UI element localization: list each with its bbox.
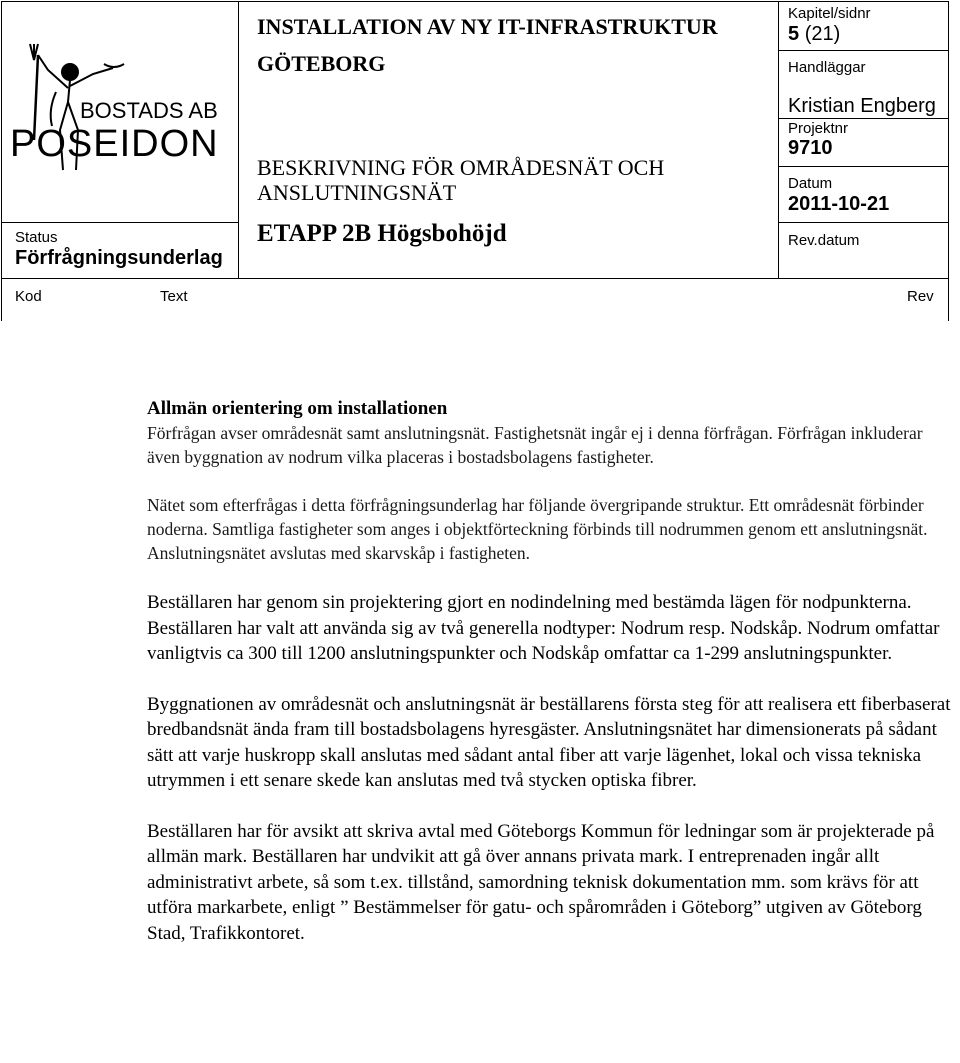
title-description: BESKRIVNING FÖR OMRÅDESNÄT OCH ANSLUTNINGSNÄT: [257, 155, 665, 205]
column-left-border: [1, 278, 2, 321]
document-body: [147, 397, 955, 946]
page-number: 5: [788, 23, 800, 45]
project-value: 9710: [788, 137, 833, 159]
logo-company-line1: BOSTADS AB: [80, 98, 218, 123]
column-text-label: Text: [160, 288, 188, 305]
revdate-label: Rev.datum: [788, 232, 860, 249]
handler-value: Kristian Engberg: [788, 95, 936, 117]
date-label: Datum: [788, 175, 833, 192]
title-line2: GÖTEBORG: [257, 51, 386, 76]
date-value: 2011-10-21: [788, 193, 890, 215]
status-value: Förfrågningsunderlag: [15, 247, 223, 269]
divider-logo-title: [238, 1, 239, 279]
chapter-label: Kapitel/sidnr: [788, 5, 871, 22]
header-top-border: [1, 1, 949, 2]
page-indicator: [788, 23, 840, 46]
status-label: Status: [15, 229, 58, 246]
header-right-border: [948, 1, 949, 279]
project-label: Projektnr: [788, 120, 849, 137]
column-right-border: [948, 278, 949, 321]
paragraph-1: Förfrågan avser områdesnät samt anslutningsnät. Fastighetsnät ingår ej i denna förfrågan. Förfrågan inkluderar även byggnation av nodrum vilka placeras i bostadsbolagens fastigheter.: [147, 423, 923, 467]
paragraph-4: Byggnationen av områdesnät och anslutningsnät är beställarens första steg för att realisera ett fiberbaserat bredbandsnät ända fram till bostadsbolagens hyresgäster. Anslutningsnätet har dimensionerats på sådant sätt att varje huskropp skall anslutas med sådant antal fiber att varje lägenhet, lokal och vissa tekniska utrymmen i ett senare skede kan anslutas med två stycken optiska fibrer.: [147, 693, 951, 791]
header-bottom-border: [1, 278, 949, 279]
paragraph-3: Beställaren har genom sin projektering gjort en nodindelning med bestämda lägen för nodpunkterna. Beställaren har valt att använda sig av två generella nodtyper: Nodrum resp. Nodskåp. Nodrum omfattar vanligtvis ca 300 till 1200 anslutningspunkter och Nodskåp omfattar ca 1-299 anslutningspunkter.: [147, 592, 940, 664]
title-line1: INSTALLATION AV NY IT-INFRASTRUKTUR: [257, 14, 718, 39]
header-left-border: [1, 1, 2, 279]
handler-label: Handläggar: [788, 59, 866, 76]
divider-meta-2: [779, 118, 949, 119]
divider-logo-status: [1, 222, 238, 223]
column-code-label: Kod: [15, 288, 42, 305]
column-rev-label: Rev: [907, 288, 934, 305]
paragraph-5: Beställaren har för avsikt att skriva avtal med Göteborgs Kommun för ledningar som är projekterade på allmän mark. Beställaren har undvikit att gå över annans privata mark. I entreprenaden ingår allt administrativt arbete, så som t.ex. tillstånd, samordning teknisk dokumentation mm. som krävs för att utföra markarbete, enligt ” Bestämmelser för gatu- och spårområden i Göteborg” utgiven av Göteborg Stad, Trafikkontoret.: [147, 820, 935, 944]
divider-meta-3: [779, 166, 949, 167]
logo-company-line2: POSEIDON: [10, 123, 219, 165]
poseidon-logo: [8, 30, 233, 215]
paragraph-2: Nätet som efterfrågas i detta förfrågningsunderlag har följande övergripande struktur. Ett områdesnät förbinder noderna. Samtliga fastigheter som anges i objektförteckning förbinds till nodrummen genom ett anslutningsnät. Anslutningsnätet avslutas med skarvskåp i fastigheten.: [147, 495, 928, 563]
section-heading: Allmän orientering om installationen: [147, 398, 448, 419]
divider-meta-1: [779, 50, 949, 51]
divider-title-meta: [778, 1, 779, 279]
page-total: (21): [804, 23, 841, 45]
title-stage: ETAPP 2B Högsbohöjd: [257, 220, 507, 247]
divider-meta-4: [779, 222, 949, 223]
